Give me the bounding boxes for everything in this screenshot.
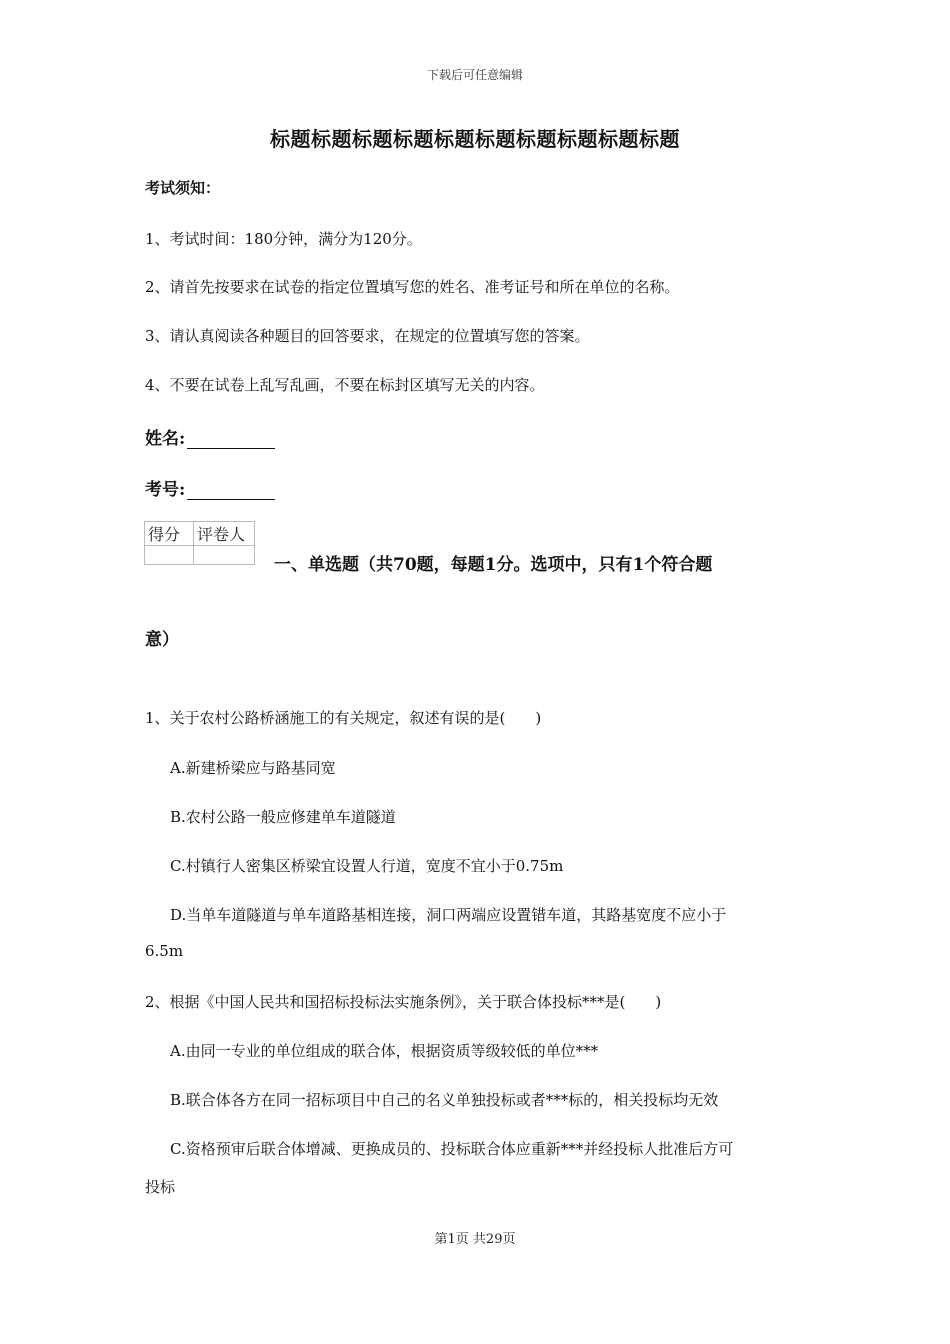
notice-item: 1、考试时间：180分钟，满分为120分。 (145, 230, 422, 248)
page-footer: 第1页 共29页 (434, 1232, 516, 1247)
score-table-header-row (145, 522, 255, 546)
notice-item: 4、不要在试卷上乱写乱画，不要在标封区填写无关的内容。 (145, 376, 545, 394)
notice-heading: 考试须知： (145, 179, 221, 197)
name-field (145, 424, 275, 449)
question-option: C.资格预审后联合体增减、更换成员的、投标联合体应重新***并经投标人批准后方可 (170, 1140, 734, 1158)
score-table-blank-row (145, 546, 255, 565)
score-cell[interactable] (145, 546, 194, 565)
exam-id-blank-line[interactable] (187, 481, 275, 500)
section-heading-continued: 意） (145, 630, 179, 650)
question-option-continued: 6.5m (145, 942, 184, 960)
question-option: A.新建桥梁应与路基同宽 (170, 759, 336, 777)
question-stem: 1、关于农村公路桥涵施工的有关规定，叙述有误的是( ) (145, 709, 542, 727)
name-blank-line[interactable] (187, 430, 275, 449)
question-option: D.当单车道隧道与单车道路基相连接，洞口两端应设置错车道，其路基宽度不应小于 (170, 906, 727, 924)
grader-header: 评卷人 (194, 522, 255, 546)
question-option: A.由同一专业的单位组成的联合体，根据资质等级较低的单位*** (170, 1042, 599, 1060)
question-option: B.联合体各方在同一招标项目中自己的名义单独投标或者***标的，相关投标均无效 (170, 1091, 719, 1109)
score-header: 得分 (145, 522, 194, 546)
question-option-continued: 投标 (145, 1178, 176, 1196)
notice-item: 3、请认真阅读各种题目的回答要求，在规定的位置填写您的答案。 (145, 327, 590, 345)
grader-cell[interactable] (194, 546, 255, 565)
question-stem: 2、根据《中国人民共和国招标投标法实施条例》，关于联合体投标***是( ) (145, 993, 662, 1011)
header-note: 下载后可任意编辑 (426, 68, 523, 82)
name-label: 姓名: (145, 429, 186, 449)
notice-item: 2、请首先按要求在试卷的指定位置填写您的姓名、准考证号和所在单位的名称。 (145, 278, 680, 296)
section-heading: 一、单选题（共70题，每题1分。选项中，只有1个符合题 (274, 555, 713, 575)
exam-id-field (145, 475, 275, 500)
question-option: C.村镇行人密集区桥梁宜设置人行道，宽度不宜小于0.75m (170, 857, 564, 875)
document-title: 标题标题标题标题标题标题标题标题标题标题 (270, 127, 680, 151)
exam-id-label: 考号: (145, 480, 186, 500)
question-option: B.农村公路一般应修建单车道隧道 (170, 808, 396, 826)
score-table (144, 521, 255, 565)
